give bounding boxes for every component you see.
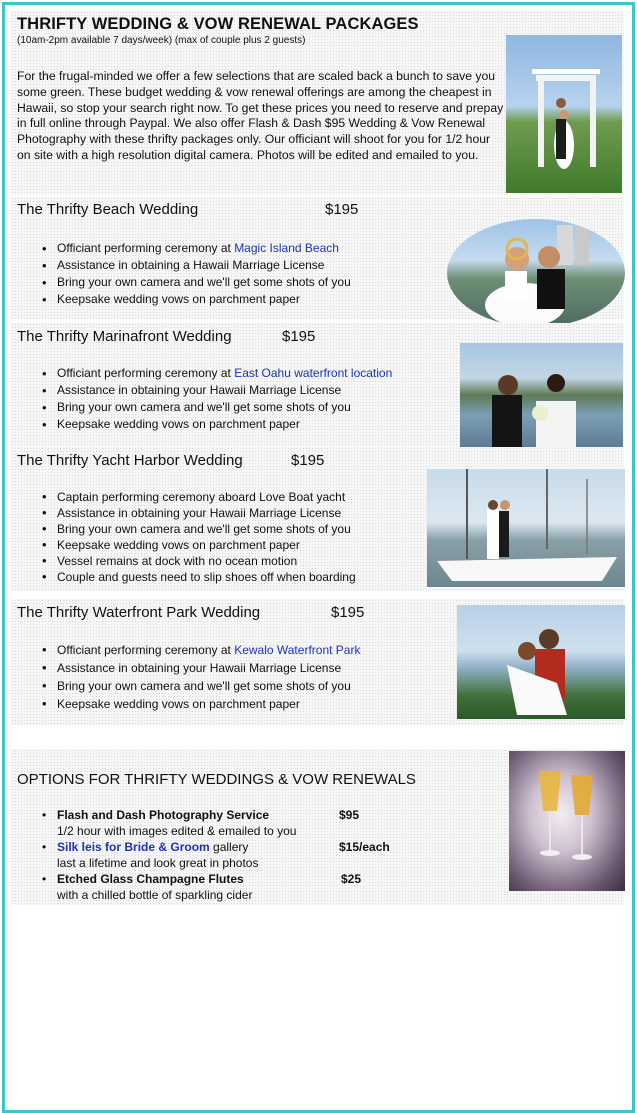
list-item: • Keepsake wedding vows on parchment paper [17,291,437,308]
package-title: The Thrifty Marinafront Wedding [17,328,232,345]
marina-couple-photo [460,343,623,459]
option-price: $15/each [339,840,390,854]
list-item: • Officiant performing ceremony at Kewalo Waterfront Park [17,641,437,659]
option-item: • Etched Glass Champagne Flutes $25 with a chilled bottle of sparkling cider [17,871,477,903]
list-item: • Couple and guests need to slip shoes off when boarding [17,569,437,585]
option-price: $95 [339,808,360,822]
list-item: • Vessel remains at dock with no ocean motion [17,553,437,569]
package-waterfront-park [11,599,624,725]
list-item: • Bring your own camera and we'll get some shots of you [17,521,437,537]
availability-note: (10am-2pm available 7 days/week) (max of couple plus 2 guests) [17,35,306,46]
option-description: with a chilled bottle of sparkling cider [57,888,253,902]
kewalo-waterfront-park-link[interactable]: Kewalo Waterfront Park [234,643,361,657]
intro-section [11,11,624,195]
options-title: OPTIONS FOR THRIFTY WEDDINGS & VOW RENEWALS [17,771,416,788]
list-item: • Keepsake wedding vows on parchment paper [17,695,437,713]
package-features [17,240,437,308]
champagne-flutes-photo [509,751,625,891]
package-price: $195 [331,604,365,621]
intro-paragraph: For the frugal-minded we offer a few selections that are scaled back a bunch to save you some green. These budget wedding & vow renewal offerings are among the cheapest in Hawaii, so stop your search right now. To get these prices you need to reserve and prepay in full online through Paypal. We also offer Flash & Dash $95 Wedding & Vow Renewal Photography with these thrifty packages only. Our officiant will shoot for you for 1/2 hour on site with a high resolution digital camera. Photos will be edited and emailed to you. [17,69,504,162]
option-item: • Silk leis for Bride & Groom gallery $15/each last a lifetime and look great in photos [17,839,477,871]
package-price: $195 [282,328,316,345]
package-features [17,641,437,713]
page-title: THRIFTY WEDDING & VOW RENEWAL PACKAGES [17,15,419,33]
package-price: $195 [291,452,325,469]
package-features [17,365,457,433]
package-price: $195 [325,201,359,218]
package-title: The Thrifty Beach Wedding [17,201,199,218]
list-item: • Captain performing ceremony aboard Love Boat yacht [17,489,437,505]
list-item: • Assistance in obtaining your Hawaii Marriage License [17,382,457,399]
list-item: • Assistance in obtaining your Hawaii Marriage License [17,505,437,521]
arbor-photo [506,35,622,193]
option-name: Etched Glass Champagne Flutes [57,872,244,886]
list-item: • Keepsake wedding vows on parchment paper [17,537,437,553]
package-beach [11,197,624,319]
list-item: • Bring your own camera and we'll get some shots of you [17,399,457,416]
options-section [11,749,624,905]
package-yacht-harbor [11,447,624,591]
package-title: The Thrifty Waterfront Park Wedding [17,604,261,621]
list-item: • Bring your own camera and we'll get some shots of you [17,274,437,291]
option-description: 1/2 hour with images edited & emailed to you [57,824,297,838]
package-title: The Thrifty Yacht Harbor Wedding [17,452,243,469]
beach-couple-photo [447,219,625,327]
package-marinafront [11,323,624,447]
list-item: • Assistance in obtaining your Hawaii Marriage License [17,659,437,677]
silk-leis-link[interactable]: Silk leis for Bride & Groom [57,840,210,854]
east-oahu-waterfront-link[interactable]: East Oahu waterfront location [234,366,393,380]
list-item: • Assistance in obtaining a Hawaii Marriage License [17,257,437,274]
list-item: • Officiant performing ceremony at East Oahu waterfront location [17,365,457,382]
option-name: Flash and Dash Photography Service [57,808,270,822]
page-frame [2,2,635,1113]
option-price: $25 [341,872,362,886]
options-list [17,807,477,903]
list-item: • Bring your own camera and we'll get some shots of you [17,677,437,695]
magic-island-beach-link[interactable]: Magic Island Beach [234,241,339,255]
package-features [17,489,437,585]
yacht-couple-photo [427,469,625,587]
park-couple-photo [457,605,625,719]
option-item: • Flash and Dash Photography Service $95 1/2 hour with images edited & emailed to you [17,807,477,839]
option-description: last a lifetime and look great in photos [57,856,259,870]
list-item: • Officiant performing ceremony at Magic Island Beach [17,240,437,257]
list-item: • Keepsake wedding vows on parchment paper [17,416,457,433]
